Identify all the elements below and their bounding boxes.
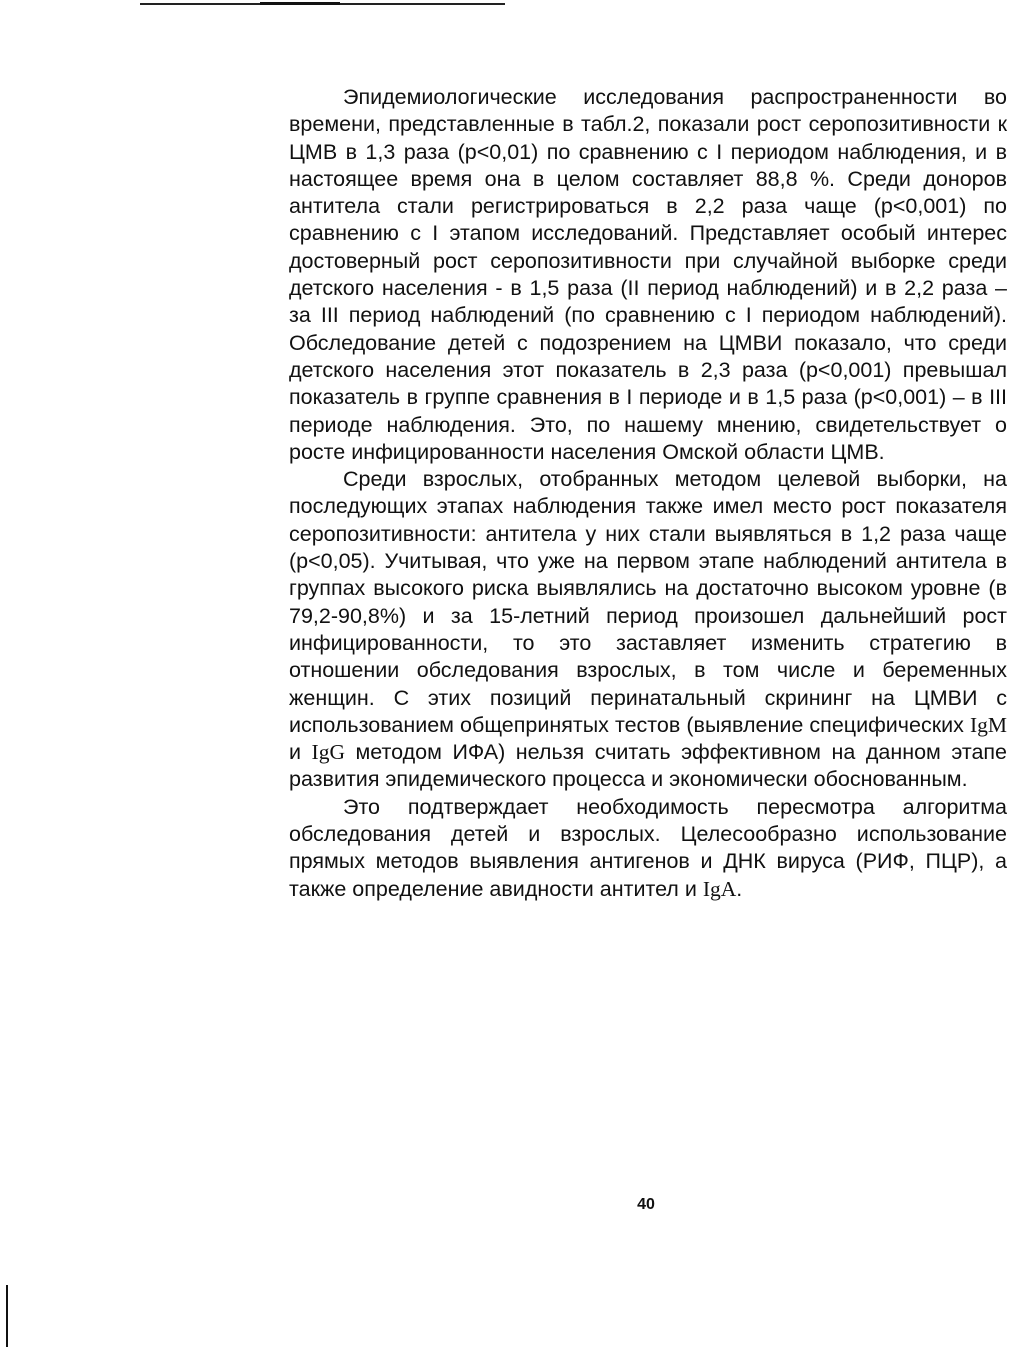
paragraph-1-text: Эпидемиологические исследования распространенности во времени, представленные в табл.2, показали рост серопозитивности к ЦМВ в 1,3 раза (р<0,01) по сравнению с I периодом наблюдения, и в настоящее время она в целом составляет 88,8 %. Среди доноров антитела стали регистрироваться в 2,2 раза чаще (р<0,001) по сравнению с I этапом исследований. Представляет особый интерес достоверный рост серопозитивности при случайной выборке среди детского населения - в 1,5 раза (II период наблюдений) и в 2,2 раза – за III период наблюдений (по сравнению с I периодом наблюдений). Обследование детей с подозрением на ЦМВИ показало, что среди детского населения этот показатель в 2,3 раза (р<0,001) превышал показатель в группе сравнения в I периоде и в 1,5 раза (р<0,001) – в III периоде наблюдения. Это, по нашему мнению, свидетельствует о росте инфицированности населения Омской области ЦМВ. [289, 85, 1007, 464]
paragraph-3 [289, 794, 1007, 903]
paragraph-1 [289, 84, 1007, 466]
paragraph-2-text-a: Среди взрослых, отобранных методом целевой выборки, на последующих этапах наблюдения также имел место рост показателя серопозитивности: антитела у них стали выявляться в 1,2 раза чаще (р<0,05). Учитывая, что уже на первом этапе наблюдений антитела в группах высокого риска выявлялись на достаточно высоком уровне (в 79,2-90,8%) и за 15-летний период произошел дальнейший рост инфицированности, то это заставляет изменить стратегию в отношении обследования взрослых, в том числе и беременных женщин. С этих позиций перинатальный скрининг на ЦМВИ с использованием общепринятых тестов (выявление специфических [289, 467, 1007, 737]
paragraph-3-end: . [736, 876, 743, 901]
iga-term: IgA [702, 876, 737, 901]
scan-edge-line [6, 1285, 8, 1347]
page-number: 40 [637, 1196, 655, 1213]
top-rule-accent [260, 2, 340, 5]
igg-term: IgG [311, 740, 345, 765]
body-text [289, 84, 1007, 903]
paragraph-3-text: Это подтверждает необходимость пересмотра алгоритма обследования детей и взрослых. Целесообразно использование прямых методов выявления антигенов и ДНК вируса (РИФ, ПЦР), а также определение авидности антител и [289, 794, 1007, 901]
igm-term: IgM [969, 712, 1007, 737]
paragraph-2 [289, 466, 1007, 794]
paragraph-2-text-b: методом ИФА) нельзя считать эффективном на данном этапе развития эпидемического процесса и экономически обоснованным. [289, 740, 1008, 792]
paragraph-2-conjunction: и [289, 740, 312, 765]
